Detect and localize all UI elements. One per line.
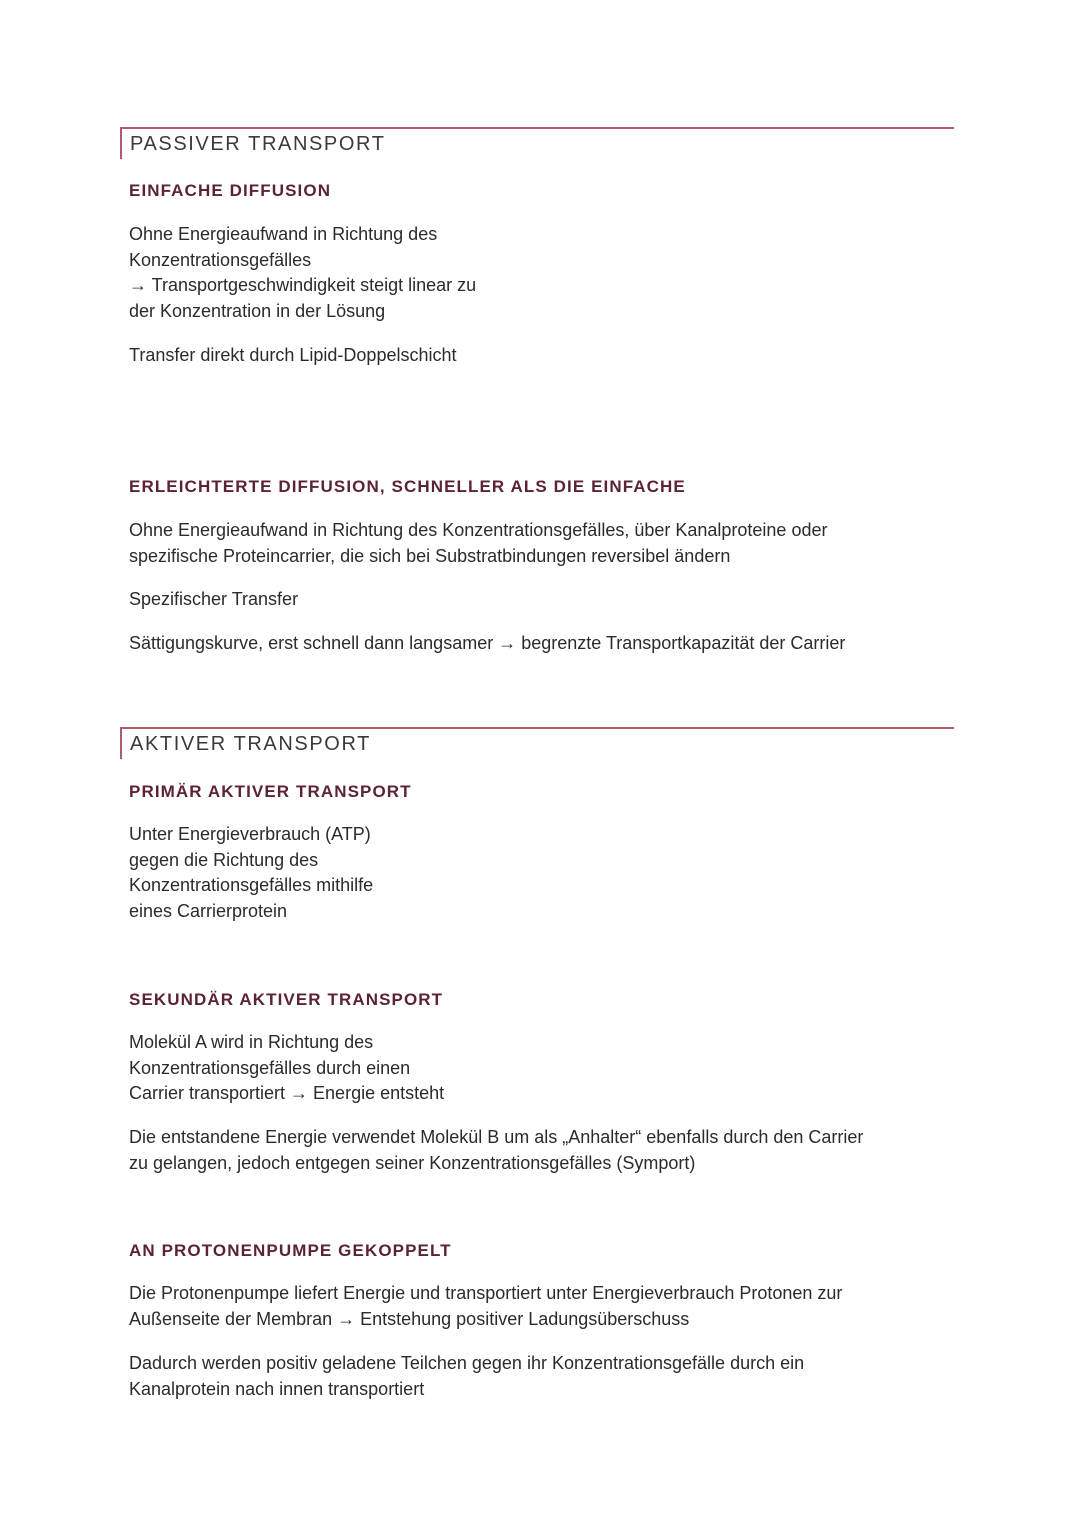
text-line: Dadurch werden positiv geladene Teilchen gegen ihr Konzentrationsgefälle durch ein (129, 1353, 805, 1373)
text-line: der Konzentration in der Lösung (129, 301, 386, 322)
text-line: spezifische Proteincarrier, die sich bei Substratbindungen reversibel ändern (129, 545, 731, 566)
text-line: Carrier transportiert → Energie entsteht (129, 1083, 445, 1104)
text-line: eines Carrierprotein (129, 901, 288, 922)
text-line: gegen die Richtung des (129, 849, 319, 870)
text-line: Unter Energieverbrauch (ATP) (129, 824, 371, 844)
paragraph-saturation-curve: Sättigungskurve, erst schnell dann langsamer → begrenzte Transportkapazität der Carrier (129, 633, 846, 653)
paragraph-facilitated-diffusion-definition (129, 518, 827, 569)
text-line: Außenseite der Membran → Entstehung positiver Ladungsüberschuss (129, 1308, 690, 1329)
text-line: → Transportgeschwindigkeit steigt linear zu (129, 275, 477, 296)
text-line: Die entstandene Energie verwendet Molekül B um als „Anhalter“ ebenfalls durch den Carrier (129, 1127, 864, 1147)
subheading-primary-active: PRIMÄR AKTIVER TRANSPORT (129, 782, 412, 801)
text-line: Ohne Energieaufwand in Richtung des Konzentrationsgefälles, über Kanalproteine oder (129, 520, 828, 540)
paragraph-secondary-active-molecule-b (129, 1125, 863, 1176)
paragraph-simple-diffusion-transfer: Transfer direkt durch Lipid-Doppelschicht (129, 345, 457, 365)
text-line: zu gelangen, jedoch entgegen seiner Konzentrationsgefälles (Symport) (129, 1152, 696, 1173)
text-line: Ohne Energieaufwand in Richtung des (129, 224, 438, 244)
text-line: Molekül A wird in Richtung des (129, 1032, 374, 1052)
paragraph-proton-pump-channel (129, 1351, 804, 1402)
paragraph-simple-diffusion-definition (129, 222, 476, 325)
text-line: Die Protonenpumpe liefert Energie und transportiert unter Energieverbrauch Protonen zur (129, 1283, 843, 1303)
paragraph-primary-active (129, 822, 373, 925)
subheading-secondary-active: SEKUNDÄR AKTIVER TRANSPORT (129, 990, 444, 1009)
text-line: Kanalprotein nach innen transportiert (129, 1378, 425, 1399)
paragraph-proton-pump-energy (129, 1281, 842, 1332)
paragraph-secondary-active-molecule-a (129, 1030, 444, 1107)
section-header-passive (120, 127, 954, 159)
section-header-active (120, 727, 954, 759)
text-line: Konzentrationsgefälles durch einen (129, 1057, 411, 1078)
text-line: Konzentrationsgefälles (129, 249, 312, 270)
subheading-proton-pump: AN PROTONENPUMPE GEKOPPELT (129, 1241, 452, 1260)
section-title-passive: PASSIVER TRANSPORT (130, 133, 386, 155)
section-title-active: AKTIVER TRANSPORT (130, 733, 371, 755)
text-line: Konzentrationsgefälles mithilfe (129, 875, 374, 896)
subheading-simple-diffusion: EINFACHE DIFFUSION (129, 181, 332, 200)
paragraph-specific-transfer: Spezifischer Transfer (129, 589, 299, 609)
subheading-facilitated-diffusion: ERLEICHTERTE DIFFUSION, SCHNELLER ALS DIE EINFACHE (129, 477, 686, 496)
